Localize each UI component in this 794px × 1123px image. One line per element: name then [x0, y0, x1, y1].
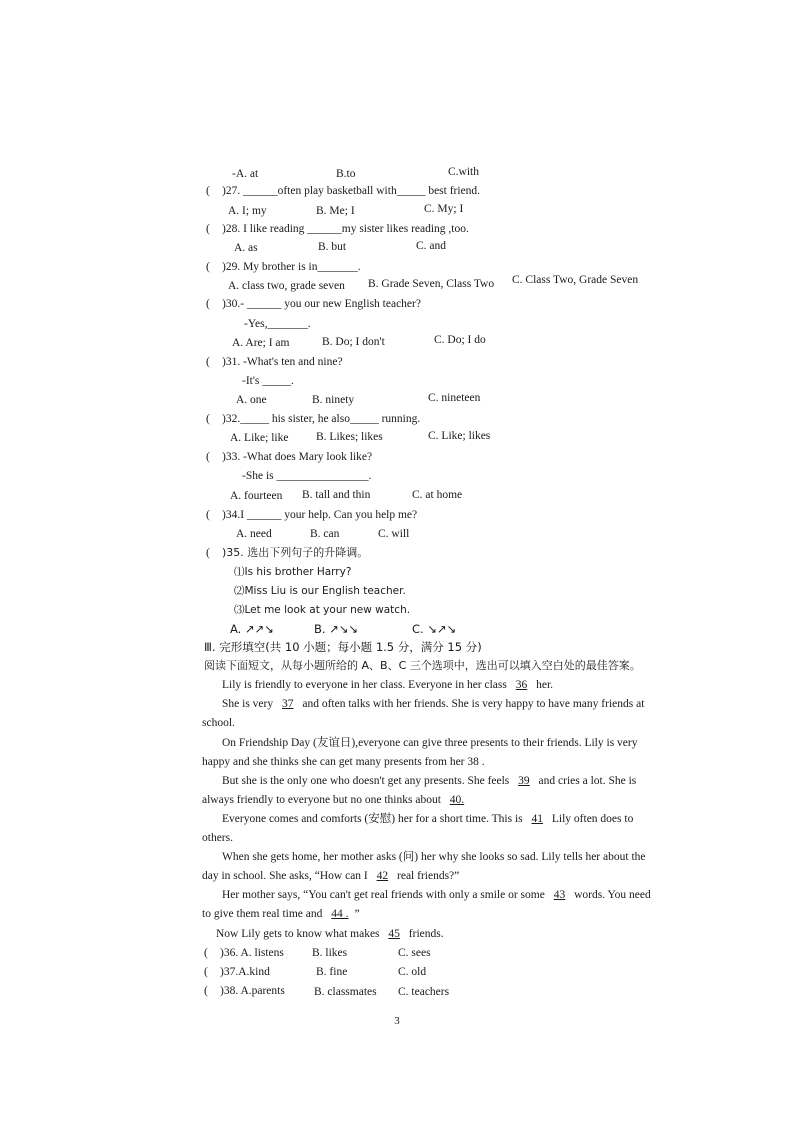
q29-stem: )29. My brother is in_______. [222, 261, 361, 273]
passage-line: She is very 37 and often talks with her friends. She is very happy to have many friends at [222, 698, 645, 710]
q32-paren: ( [206, 413, 210, 425]
q34-option-c: C. will [378, 528, 410, 540]
blank-43: 43 [553, 889, 566, 901]
q31-option-c: C. nineteen [428, 392, 481, 404]
q35-paren: ( [206, 547, 210, 559]
q28-stem: )28. I like reading ______my sister likes reading ,too. [222, 223, 469, 235]
passage-line: to give them real time and 44 . ” [202, 908, 360, 920]
q38-paren: ( [204, 985, 208, 997]
q35-item-1: ⑴Is his brother Harry? [234, 566, 352, 578]
q30-option-b: B. Do; I don't [322, 336, 385, 348]
blank-44: 44 . [331, 908, 349, 920]
cloze-instruction: 阅读下面短文，从每小题所给的 A、B、C 三个选项中，选出可以填入空白处的最佳答案。 [204, 659, 641, 672]
q26-option-c: C.with [448, 166, 479, 178]
q31-option-a: A. one [236, 394, 267, 406]
q30-sub: -Yes,_______. [244, 318, 311, 330]
q27-option-a: A. I; my [228, 205, 267, 217]
q32-option-c: C. Like; likes [428, 430, 491, 442]
q34-paren: ( [206, 509, 210, 521]
q27-paren: ( [206, 185, 210, 197]
passage-line: On Friendship Day (友谊日),everyone can give three presents to their friends. Lily is very [222, 737, 638, 749]
q34-stem: )34.I ______ your help. Can you help me? [222, 509, 418, 521]
q35-item-2: ⑵Miss Liu is our English teacher. [234, 585, 406, 597]
q29-option-a: A. class two, grade seven [228, 280, 345, 292]
q37-paren: ( [204, 966, 208, 978]
q32-stem: )32._____ his sister, he also_____ running. [222, 413, 421, 425]
q33-sub: -She is ________________. [242, 470, 372, 482]
q32-option-b: B. Likes; likes [316, 431, 383, 443]
q34-option-b: B. can [310, 528, 340, 540]
q36-stem: )36. A. listens [220, 947, 284, 959]
q35-item-3: ⑶Let me look at your new watch. [234, 604, 411, 616]
passage-line: But she is the only one who doesn't get any presents. She feels 39 and cries a lot. She is [222, 775, 637, 787]
q35-option-b: B. ↗↘↘ [314, 622, 359, 636]
passage-line: Everyone comes and comforts (安慰) her for a short time. This is 41 Lily often does to [222, 813, 634, 825]
q36-option-b: B. likes [312, 947, 348, 959]
q36-option-c: C. sees [398, 947, 431, 959]
q28-option-c: C. and [416, 240, 447, 252]
passage-line: always friendly to everyone but no one thinks about 40. [202, 793, 470, 807]
blank-37: 37 [281, 698, 294, 710]
q31-paren: ( [206, 356, 210, 368]
cloze-heading: Ⅲ. 完形填空(共 10 小题；每小题 1.5 分，满分 15 分) [204, 640, 482, 654]
q37-stem: )37.A.kind [220, 966, 270, 978]
q30-option-a: A. Are; I am [232, 337, 290, 349]
blank-41: 41 [531, 813, 544, 825]
blank-45: 45 [388, 928, 400, 940]
q37-option-b: B. fine [316, 966, 348, 978]
q33-paren: ( [206, 451, 210, 463]
q30-option-c: C. Do; I do [434, 334, 486, 346]
q35-stem: )35. 选出下列句子的升降调。 [222, 546, 369, 559]
passage-line: school. [202, 717, 235, 729]
q33-option-b: B. tall and thin [302, 489, 371, 501]
q34-option-a: A. need [236, 528, 272, 540]
q33-option-a: A. fourteen [230, 490, 283, 502]
page-number: 3 [394, 1015, 400, 1027]
q30-stem: )30.- ______ you our new English teacher? [222, 298, 421, 310]
q35-option-c: C. ↘↗↘ [412, 622, 457, 636]
passage-line: Her mother says, “You can't get real friends with only a smile or some 43 words. You need [222, 889, 651, 901]
passage-line: Lily is friendly to everyone in her class. Everyone in her class 36 her. [222, 679, 554, 691]
q29-option-c: C. Class Two, Grade Seven [512, 274, 639, 286]
q33-option-c: C. at home [412, 489, 463, 501]
q29-paren: ( [206, 261, 210, 273]
blank-40: 40. [449, 794, 465, 806]
q27-stem: )27. ______often play basketball with_____ best friend. [222, 185, 481, 197]
q38-option-b: B. classmates [314, 986, 377, 998]
blank-36: 36 [515, 679, 528, 691]
q38-stem: )38. A.parents [220, 985, 285, 997]
q26-option-a: -A. at [232, 168, 259, 180]
q38-option-c: C. teachers [398, 986, 450, 998]
q28-paren: ( [206, 223, 210, 235]
q27-option-b: B. Me; I [316, 205, 355, 217]
q31-sub: -It's _____. [242, 375, 294, 387]
q28-option-b: B. but [318, 241, 347, 253]
q30-paren: ( [206, 298, 210, 310]
q32-option-a: A. Like; like [230, 432, 289, 444]
q36-paren: ( [204, 947, 208, 959]
q31-option-b: B. ninety [312, 394, 355, 406]
passage-line: others. [202, 832, 233, 844]
passage-line: When she gets home, her mother asks (问) her why she looks so sad. Lily tells her about the [222, 851, 646, 863]
q28-option-a: A. as [234, 242, 258, 254]
q31-stem: )31. -What's ten and nine? [222, 356, 343, 368]
passage-line: happy and she thinks she can get many presents from her 38 . [202, 756, 485, 768]
q26-option-b: B.to [336, 168, 356, 180]
q29-option-b: B. Grade Seven, Class Two [368, 278, 495, 290]
q27-option-c: C. My; I [424, 203, 464, 215]
blank-39: 39 [518, 775, 530, 787]
q35-option-a: A. ↗↗↘ [230, 622, 274, 636]
q37-option-c: C. old [398, 966, 427, 978]
passage-line: day in school. She asks, “How can I 42 real friends?” [202, 870, 460, 882]
q33-stem: )33. -What does Mary look like? [222, 451, 373, 463]
blank-42: 42 [376, 870, 389, 882]
passage-line: Now Lily gets to know what makes 45 friends. [216, 928, 444, 940]
